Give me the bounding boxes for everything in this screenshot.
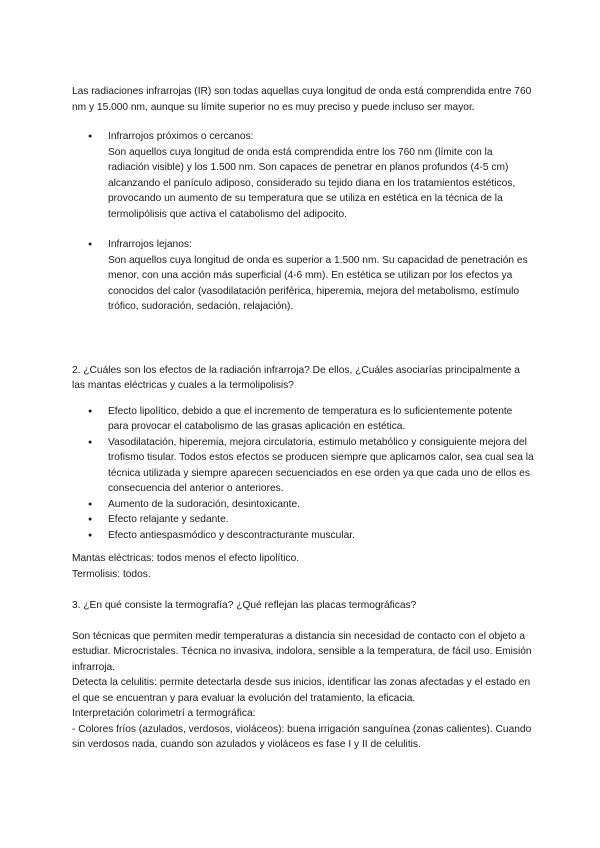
answer-termolisis: Termolisis: todos. [72, 568, 151, 580]
document-body [72, 84, 534, 753]
list-item: ● Vasodilatación, hiperemia, mejora circulatoria, estimulo metabólico y consiguiente mejora del trofismo tisular. Todos estos efectos se producen siempre que aplicamos calor, sea cual sea la técnica utilizada y siempre aparecen secuenciados en ese orden ya que cada uno de ellos es consecuencia del anterior o anteriores. [88, 435, 534, 497]
question-2: 2. ¿Cuáles son los efectos de la radiación infrarroja? De ellos, ¿Cuáles asociarías principalmente a las mantas eléctricas y cuales a la termolipolisis? [72, 364, 520, 391]
answers-block [72, 551, 534, 582]
infrared-types-list [72, 129, 534, 315]
answer-paragraph: Son técnicas que permiten medir temperaturas a distancia sin necesidad de contacto con el objeto a estudiar. Microcristales. Técnica no invasiva, indolora, sensible a la temperatura, de fácil uso. Emisión infrarroja. [72, 630, 532, 673]
list-item [88, 237, 534, 315]
answer-paragraph: Interpretación colorimetrí a termográfica: [72, 708, 256, 719]
question-3-answer [72, 629, 534, 753]
list-item-title: ● Infrarrojos próximos o cercanos: [108, 131, 254, 142]
list-item-text: Son aquellos cuya longitud de onda está comprendida entre los 760 nm (límite con la radiación visible) y los 1.500 nm. Son capaces de penetrar en planos profundos (4-5 cm) alcanzando el panículo adiposo, considerado su tejido diana en los tratamientos estéticos, provocando un aumento de su temperatura que se utiliza en estética en la técnica de la termolipólisis que activa el catabolismo del adipocito. [108, 146, 516, 220]
answer-paragraph: - Colores fríos (azulados, verdosos, violáceos): buena irrigación sanguínea (zonas calientes). Cuando sin verdosos nada, cuando son azulados y violáceos es fase I y II de celulitis. [72, 723, 532, 750]
list-item: ● Efecto lipolítico, debido a que el incremento de temperatura es lo suficientemente potente para provocar el catabolismo de las grasas aplicación en estética. [88, 404, 534, 435]
list-item-text: Son aquellos cuya longitud de onda es superior a 1.500 nm. Su capacidad de penetración es menor, con una acción más superficial (4-6 mm). En estética se utilizan por los efectos ya conocidos del calor (vasodilatación periférica, hiperemia, mejora del metabolismo, estímulo trófico, sudoración, sedación, relajación). [108, 254, 528, 312]
effects-list [72, 404, 534, 544]
list-item: ● Aumento de la sudoración, desintoxicante. [88, 497, 534, 513]
list-item: ● Efecto antiespasmódico y descontracturante muscular. [88, 528, 534, 544]
list-item: ● Efecto relajante y sedante. [88, 512, 534, 528]
question-3: 3. ¿En qué consiste la termografía? ¿Qué reflejan las placas termográficas? [72, 600, 417, 611]
list-item-title: ● Infrarrojos lejanos: [108, 239, 192, 250]
list-item [88, 129, 534, 222]
intro-paragraph: Las radiaciones infrarrojas (IR) son todas aquellas cuya longitud de onda está comprendida entre 760 nm y 15.000 nm, aunque su límite superior no es muy preciso y puede incluso ser mayor. [72, 86, 532, 113]
answer-paragraph: Detecta la celulitis: permite detectarla desde sus inicios, identificar las zonas afectadas y el estado en el que se encuentran y para evaluar la evolución del tratamiento, la eficacia. [72, 677, 531, 704]
answer-mantas: Mantas eléctricas: todos menos el efecto lipolítico. [72, 553, 300, 564]
